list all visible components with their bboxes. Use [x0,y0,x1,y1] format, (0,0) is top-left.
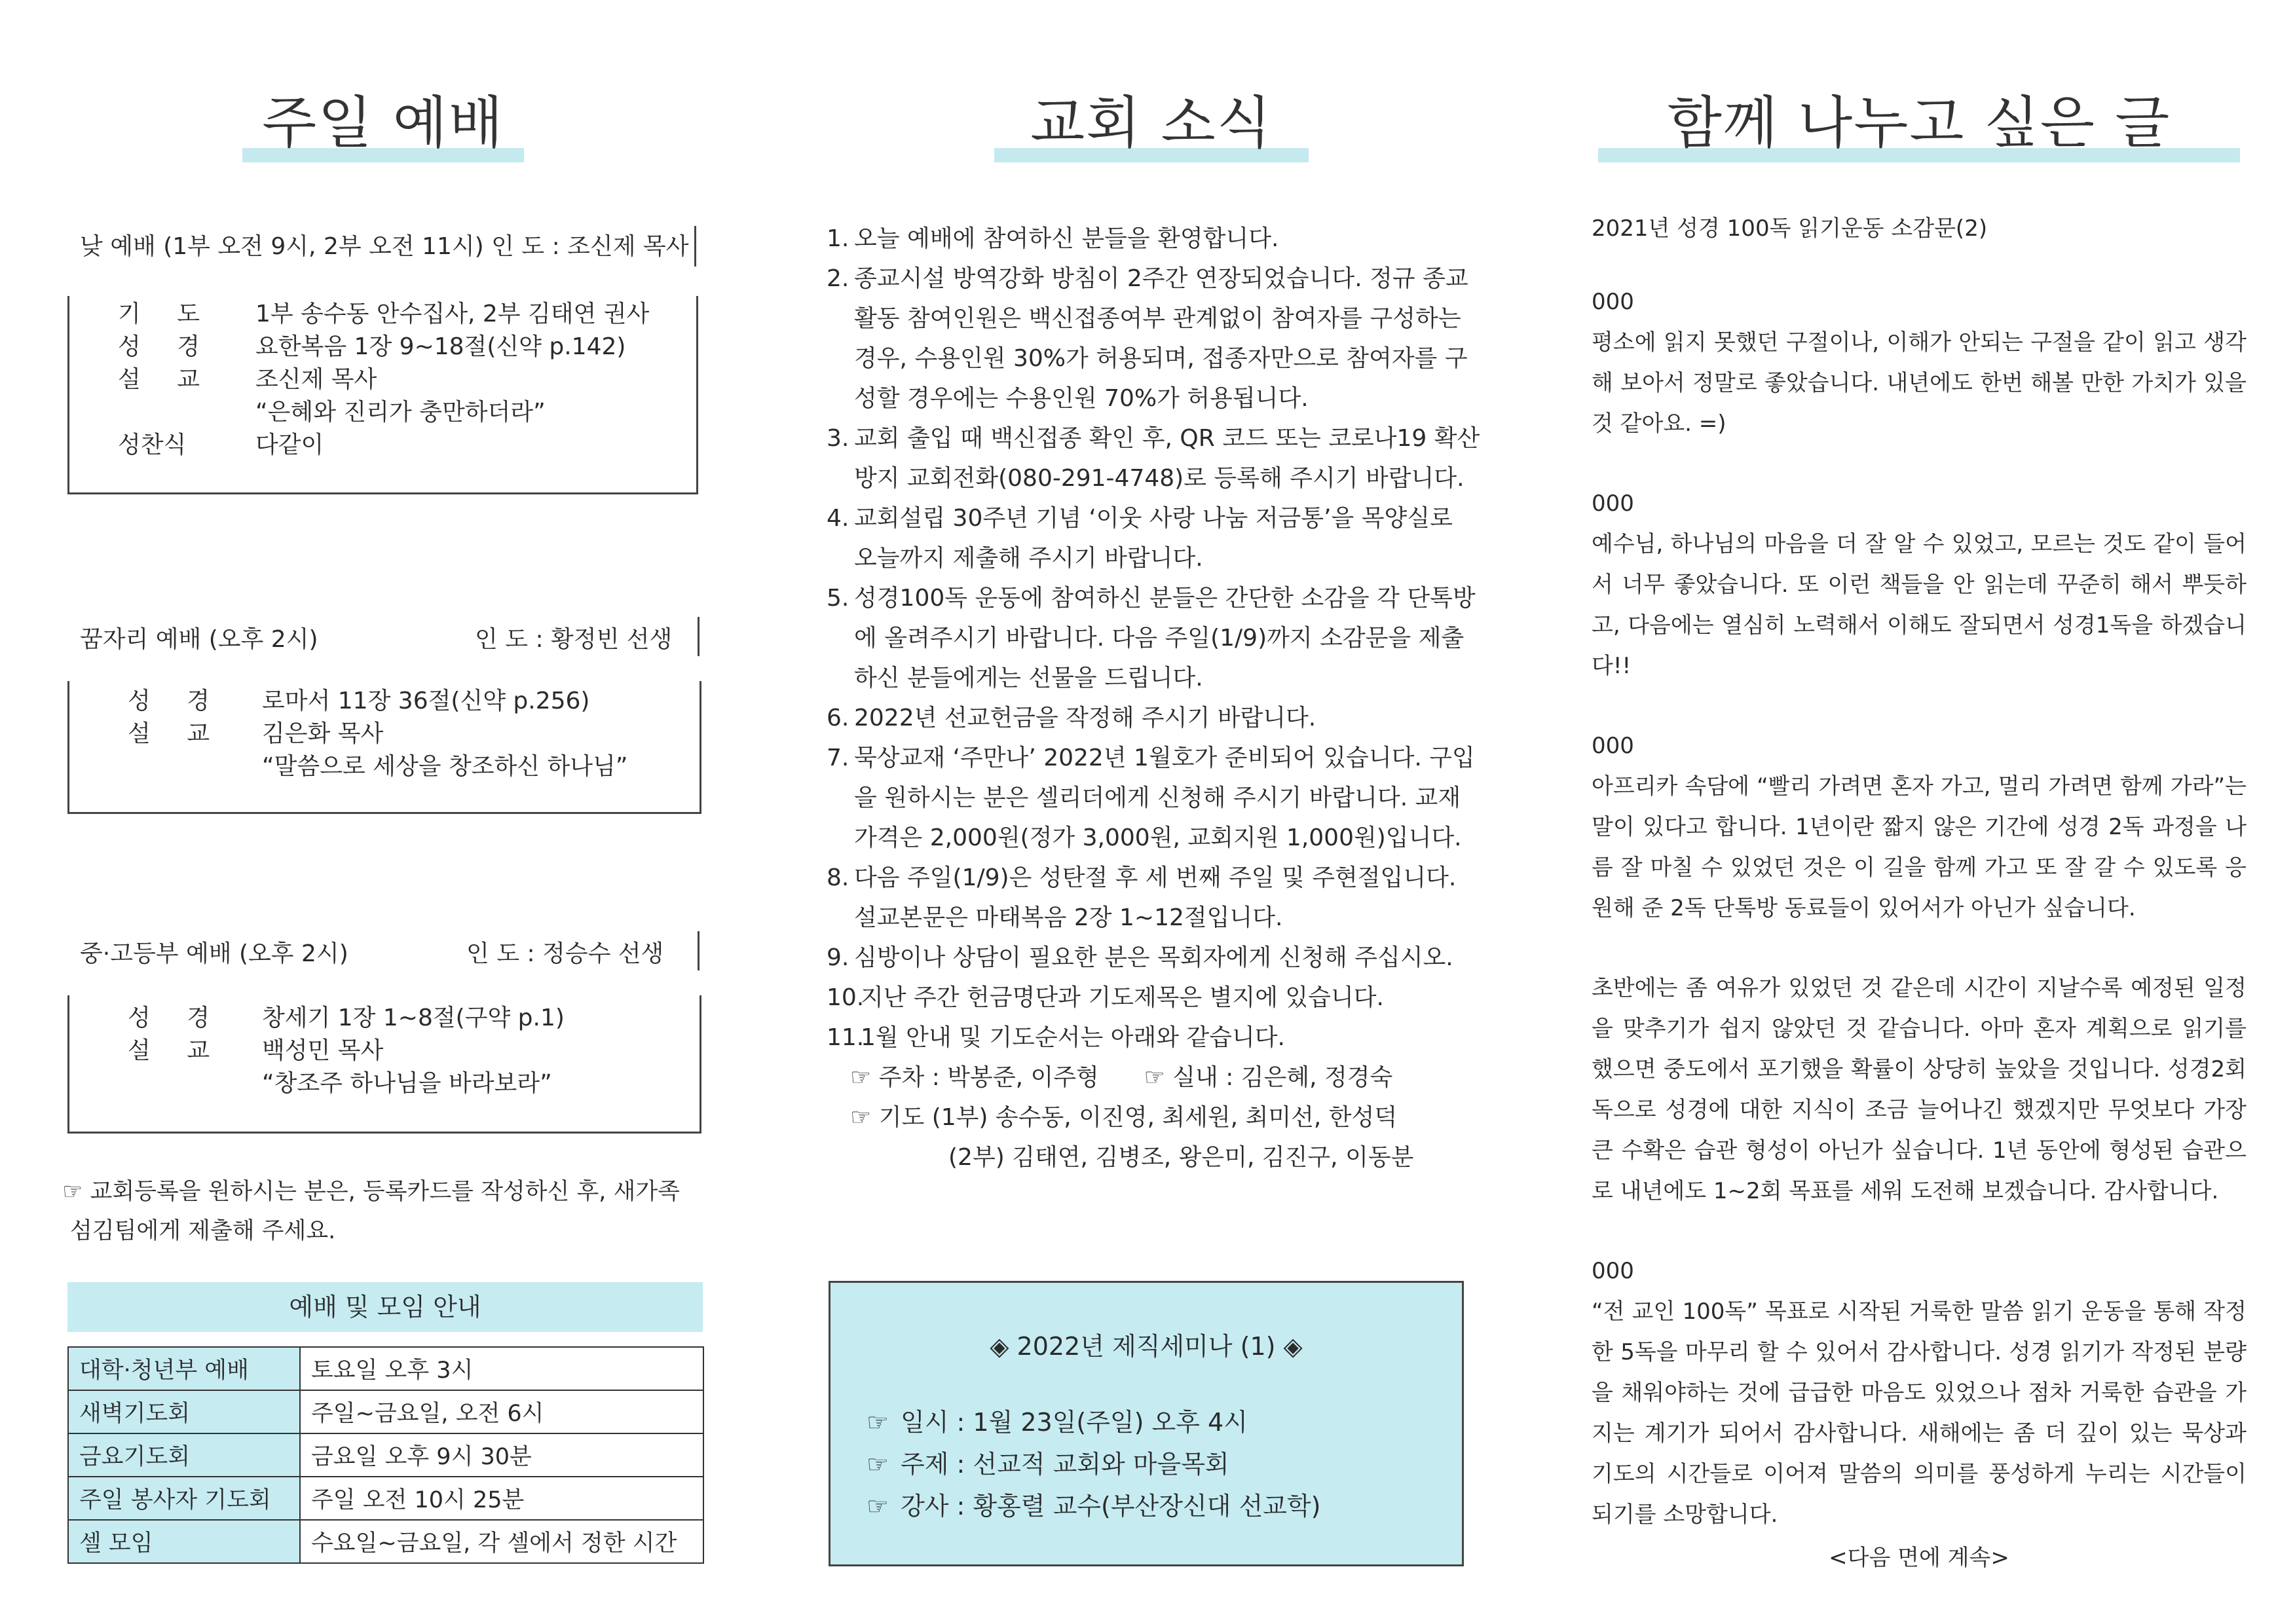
schedule-name: 대학·청년부 예배 [68,1347,300,1390]
table-row [68,1347,703,1390]
youth-row-label: 설 교 [128,1037,224,1064]
seminar-topic-text: 주제 : 선교적 교회와 마을목회 [901,1450,1229,1479]
share-author: 000 [1592,490,1634,517]
worship-title-text: 주일 예배 [262,90,504,156]
schedule-name: 새벽기도회 [68,1390,300,1433]
news-num: 10. [827,984,865,1011]
news-sub-line3: (2부) 김태연, 김병조, 왕은미, 김진구, 이동분 [948,1144,1414,1171]
list-item [827,938,1482,978]
seminar-date [867,1402,1248,1438]
news-sub-line2: ☞ 기도 (1부) 송수동, 이진영, 최세원, 최미선, 한성덕 [850,1104,1398,1131]
list-item [827,259,1482,418]
dream-row-label: 설 교 [128,720,224,747]
seminar-speaker [867,1486,1320,1522]
news-text: 오늘 예배에 참여하신 분들을 환영합니다. [854,225,1279,252]
news-num: 2. [827,265,849,292]
day-row-value: 조신제 목사 [255,366,377,393]
news-text: 교회 출입 때 백신접종 확인 후, QR 코드 또는 코로나19 확산 방지 교회전화(080-291-4748)로 등록해 주시기 바랍니다. [854,425,1480,492]
news-text: 종교시설 방역강화 방침이 2주간 연장되었습니다. 정규 종교활동 참여인원은 백신접종여부 관계없이 참여자를 구성하는 경우, 수용인원 30%가 허용되며, 접종자만으로 참여자를 구성할 경우에는 수용인원 70%가 허용됩니다. [854,265,1468,412]
day-service-heading: 낮 예배 (1부 오전 9시, 2부 오전 11시) 인 도 : 조신제 목사 [80,233,689,260]
seminar-date-text: 일시 : 1월 23일(주일) 오후 4시 [901,1408,1248,1437]
youth-service-heading: 중·고등부 예배 (오후 2시) [80,940,348,967]
share-heading: 2021년 성경 100독 읽기운동 소감문(2) [1592,215,1988,242]
news-text: 심방이나 상담이 필요한 분은 목회자에게 신청해 주십시오. [854,944,1453,971]
schedule-title: 예배 및 모임 안내 [67,1282,703,1332]
news-sub-line1: ☞ 주차 : 박봉준, 이주형 ☞ 실내 : 김은혜, 정경숙 [850,1064,1393,1091]
day-row-value: 다같이 [255,432,324,458]
day-row-label: 성찬식 [118,432,187,458]
seminar-box [829,1281,1464,1566]
news-text: 다음 주일(1/9)은 성탄절 후 세 번째 주일 및 주현절입니다. 설교본문은 마태복음 2장 1~12절입니다. [854,864,1457,931]
dream-row-value: “말씀으로 세상을 창조하신 하나님” [262,753,628,780]
list-item [827,418,1482,498]
news-num: 8. [827,864,849,891]
youth-row-value: 창세기 1장 1~8절(구약 p.1) [262,1005,565,1031]
youth-row-label: 성 경 [128,1005,224,1031]
day-service-box-top-right [694,226,696,267]
list-item [827,738,1482,858]
pointing-hand-icon: ☞ [867,1450,889,1479]
table-row [68,1477,703,1520]
pointing-hand-icon: ☞ [867,1492,889,1521]
news-title-text: 교회 소식 [1030,90,1273,156]
day-row-label: 설 교 [118,366,214,393]
news-title [994,77,1309,158]
table-row [68,1433,703,1477]
share-continued: <다음 면에 계속> [1829,1545,2009,1571]
news-text: 묵상교재 ‘주만나’ 2022년 1월호가 준비되어 있습니다. 구입을 원하시는 분은 셀리더에게 신청해 주시기 바랍니다. 교재 가격은 2,000원(정가 3,000원, 교회지원 1,000원)입니다. [854,745,1475,851]
youth-row-value: 백성민 목사 [262,1037,384,1064]
news-list [827,219,1482,1177]
schedule-time: 주일~금요일, 오전 6시 [300,1390,703,1433]
day-row-label: 기 도 [118,301,214,327]
registration-note-line2: 섬김팀에게 제출해 주세요. [70,1218,336,1244]
news-text: 지난 주간 헌금명단과 기도제목은 별지에 있습니다. [861,984,1384,1011]
list-item [827,578,1482,698]
dream-service-heading: 꿈자리 예배 (오후 2시) [80,626,318,653]
news-text: 1월 안내 및 기도순서는 아래와 같습니다. [861,1024,1285,1051]
news-text: 2022년 선교헌금을 작정해 주시기 바랍니다. [854,705,1316,731]
share-text: 예수님, 하나님의 마음을 더 잘 알 수 있었고, 모르는 것도 같이 들어서 너무 좋았습니다. 또 이런 책들을 안 읽는데 꾸준히 해서 뿌듯하고, 다음에는 열심히 노력해서 이해도 잘되면서 성경1독을 하겠습니다!! [1592,531,2247,679]
schedule-time: 금요일 오후 9시 30분 [300,1433,703,1477]
dream-row-value: 로마서 11장 36절(신약 p.256) [262,688,590,714]
youth-service-leader: 인 도 : 정승수 선생 [466,940,664,967]
table-row [68,1390,703,1433]
schedule-name: 셀 모임 [68,1520,300,1563]
youth-service-box-top-right [698,931,700,970]
share-title-text: 함께 나누고 싶은 글 [1667,90,2171,156]
pointing-hand-icon: ☞ [867,1408,889,1437]
seminar-speaker-text: 강사 : 황홍렬 교수(부산장신대 선교학) [901,1492,1321,1521]
youth-row-value: “창조주 하나님을 바라보라” [262,1070,552,1097]
share-author: 000 [1592,1258,1634,1284]
schedule-time: 수요일~금요일, 각 셀에서 정한 시간 [300,1520,703,1563]
registration-note-line1: ☞ 교회등록을 원하시는 분은, 등록카드를 작성하신 후, 새가족 [62,1179,680,1205]
news-num: 9. [827,944,849,971]
schedule-name: 금요기도회 [68,1433,300,1477]
news-num: 5. [827,585,849,612]
list-item [827,219,1482,259]
share-author: 000 [1592,289,1634,315]
list-item [827,698,1482,738]
schedule-time: 주일 오전 10시 25분 [300,1477,703,1520]
dream-service-box-top-right [698,617,700,656]
news-num: 7. [827,745,849,771]
list-item [827,1018,1482,1058]
share-text: 평소에 읽지 못했던 구절이나, 이해가 안되는 구절을 같이 읽고 생각해 보아서 정말로 좋았습니다. 내년에도 한번 해볼 만한 가치가 있을 것 같아요. =) [1592,329,2247,437]
dream-service-leader: 인 도 : 황정빈 선생 [475,626,673,653]
share-text: 아프리카 속담에 “빨리 가려면 혼자 가고, 멀리 가려면 함께 가라”는 말이 있다고 합니다. 1년이란 짧지 않은 기간에 성경 2독 과정을 나름 잘 마칠 수 있었던 것은 이 길을 함께 가고 또 잘 갈 수 있도록 응원해 준 2독 단톡방 동료들이 있어서가 아닌가 싶습니다. [1592,773,2247,921]
day-row-value: “은혜와 진리가 충만하더라” [255,399,546,426]
dream-row-value: 김은화 목사 [262,720,384,747]
table-row [68,1520,703,1563]
list-item [827,978,1482,1018]
share-author: 000 [1592,733,1634,759]
day-row-label: 성 경 [118,333,214,360]
news-text: 성경100독 운동에 참여하신 분들은 간단한 소감을 각 단톡방에 올려주시기 바랍니다. 다음 주일(1/9)까지 소감문을 제출하신 분들에게는 선물을 드립니다. [854,585,1476,692]
share-title [1598,77,2240,158]
worship-title [242,77,524,158]
news-num: 4. [827,505,849,532]
schedule-table [67,1346,704,1564]
news-num: 3. [827,425,849,452]
dream-row-label: 성 경 [128,688,224,714]
seminar-title: ◈ 2022년 제직세미나 (1) ◈ [990,1332,1303,1361]
registration-note [62,1172,680,1251]
share-text: “전 교인 100독” 목표로 시작된 거룩한 말씀 읽기 운동을 통해 작정한 5독을 마무리 할 수 있어서 감사합니다. 성경 읽기가 작정된 분량을 채워야하는 것에 급급한 마음도 있었으나 점차 거룩한 습관을 가지는 계기가 되어서 감사합니다. 새해에는 좀 더 깊이 있는 묵상과 기도의 시간들로 이어져 말씀의 의미를 풍성하게 누리는 시간들이 되기를 소망합니다. [1592,1299,2247,1528]
day-row-value: 1부 송수동 안수집사, 2부 김태연 권사 [255,301,650,327]
news-text: 교회설립 30주년 기념 ‘이웃 사랑 나눔 저금통’을 목양실로 오늘까지 제출해 주시기 바랍니다. [854,505,1453,572]
schedule-name: 주일 봉사자 기도회 [68,1477,300,1520]
list-item [827,858,1482,938]
day-row-value: 요한복음 1장 9~18절(신약 p.142) [255,333,626,360]
share-text: 초반에는 좀 여유가 있었던 것 같은데 시간이 지날수록 예정된 일정을 맞추기가 쉽지 않았던 것 같습니다. 아마 혼자 계획으로 읽기를 했으면 중도에서 포기했을 확률이 상당히 높았을 것입니다. 성경2회독으로 성경에 대한 지식이 조금 늘어나긴 했겠지만 무엇보다 가장 큰 수확은 습관 형성이 아닌가 싶습니다. 1년 동안에 형성된 습관으로 내년에도 1~2회 목표를 세워 도전해 보겠습니다. 감사합니다. [1592,975,2247,1204]
seminar-topic [867,1444,1229,1480]
news-num: 11. [827,1024,865,1051]
schedule-time: 토요일 오후 3시 [300,1347,703,1390]
share-column [1592,208,2247,1578]
list-item [827,498,1482,578]
news-num: 1. [827,225,849,252]
news-num: 6. [827,705,849,731]
